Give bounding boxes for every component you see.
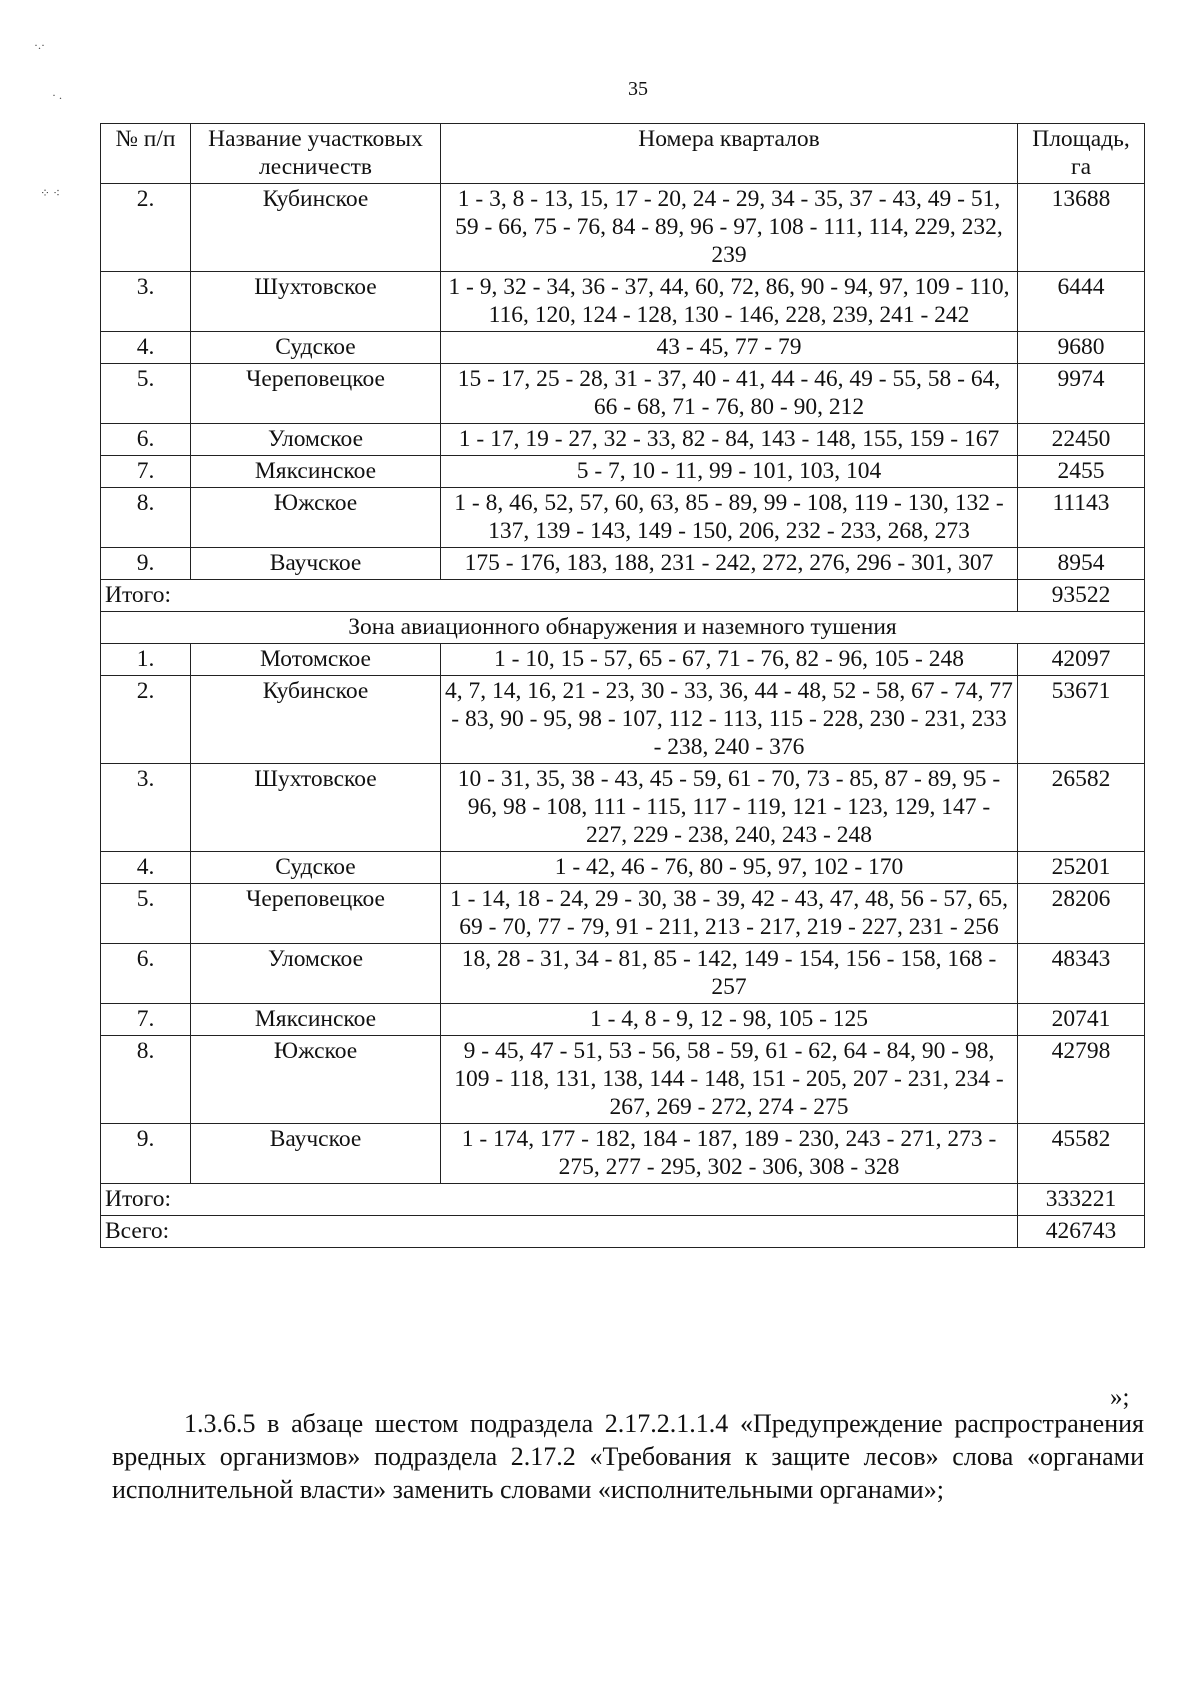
row-area: 20741 — [1018, 1004, 1145, 1036]
page-number: 35 — [628, 78, 648, 100]
scan-speck: · . — [52, 88, 62, 102]
row-forestry-name: Череповецкое — [191, 364, 441, 424]
table-row — [101, 332, 1145, 364]
header-area: Площадь, га — [1018, 124, 1145, 184]
row-quarters: 1 - 14, 18 - 24, 29 - 30, 38 - 39, 42 - 43, 47, 48, 56 - 57, 65, 69 - 70, 77 - 79, 91 - 211, 213 - 217, 219 - 227, 231 - 256 — [441, 884, 1018, 944]
row-quarters: 1 - 17, 19 - 27, 32 - 33, 82 - 84, 143 - 148, 155, 159 - 167 — [441, 424, 1018, 456]
closing-quote: »; — [1110, 1384, 1130, 1411]
row-quarters: 1 - 3, 8 - 13, 15, 17 - 20, 24 - 29, 34 - 35, 37 - 43, 49 - 51, 59 - 66, 75 - 76, 84 - 89, 96 - 97, 108 - 111, 114, 229, 232, 239 — [441, 184, 1018, 272]
table-row — [101, 1004, 1145, 1036]
row-forestry-name: Судское — [191, 332, 441, 364]
total-area: 333221 — [1018, 1184, 1145, 1216]
zone-title-row — [101, 612, 1145, 644]
table-row — [101, 884, 1145, 944]
table-row — [101, 944, 1145, 1004]
row-area: 53671 — [1018, 676, 1145, 764]
row-num: 7. — [101, 1004, 191, 1036]
header-quarters: Номера кварталов — [441, 124, 1018, 184]
row-num: 6. — [101, 424, 191, 456]
scan-speck: ⁘ ⁖ — [40, 186, 61, 200]
zone-title: Зона авиационного обнаружения и наземного тушения — [101, 612, 1145, 644]
row-quarters: 10 - 31, 35, 38 - 43, 45 - 59, 61 - 70, 73 - 85, 87 - 89, 95 - 96, 98 - 108, 111 - 115, 117 - 119, 121 - 123, 129, 147 - 227, 229 - 238, 240, 243 - 248 — [441, 764, 1018, 852]
row-quarters: 1 - 4, 8 - 9, 12 - 98, 105 - 125 — [441, 1004, 1018, 1036]
row-num: 9. — [101, 548, 191, 580]
row-quarters: 1 - 8, 46, 52, 57, 60, 63, 85 - 89, 99 - 108, 119 - 130, 132 - 137, 139 - 143, 149 - 150, 206, 232 - 233, 268, 273 — [441, 488, 1018, 548]
row-area: 13688 — [1018, 184, 1145, 272]
row-num: 3. — [101, 272, 191, 332]
row-forestry-name: Мотомское — [191, 644, 441, 676]
row-forestry-name: Судское — [191, 852, 441, 884]
row-area: 8954 — [1018, 548, 1145, 580]
row-quarters: 4, 7, 14, 16, 21 - 23, 30 - 33, 36, 44 - 48, 52 - 58, 67 - 74, 77 - 83, 90 - 95, 98 - 107, 112 - 113, 115 - 228, 230 - 231, 233 - 238, 240 - 376 — [441, 676, 1018, 764]
row-quarters: 1 - 174, 177 - 182, 184 - 187, 189 - 230, 243 - 271, 273 - 275, 277 - 295, 302 - 306, 308 - 328 — [441, 1124, 1018, 1184]
row-area: 9680 — [1018, 332, 1145, 364]
row-forestry-name: Шухтовское — [191, 272, 441, 332]
row-forestry-name: Уломское — [191, 944, 441, 1004]
row-num: 5. — [101, 884, 191, 944]
row-area: 2455 — [1018, 456, 1145, 488]
row-area: 25201 — [1018, 852, 1145, 884]
row-forestry-name: Уломское — [191, 424, 441, 456]
row-forestry-name: Южское — [191, 1036, 441, 1124]
row-num: 5. — [101, 364, 191, 424]
row-forestry-name: Южское — [191, 488, 441, 548]
total-label: Итого: — [101, 580, 1018, 612]
header-num: № п/п — [101, 124, 191, 184]
table-row — [101, 644, 1145, 676]
row-num: 7. — [101, 456, 191, 488]
row-quarters: 1 - 9, 32 - 34, 36 - 37, 44, 60, 72, 86, 90 - 94, 97, 109 - 110, 116, 120, 124 - 128, 130 - 146, 228, 239, 241 - 242 — [441, 272, 1018, 332]
row-quarters: 1 - 42, 46 - 76, 80 - 95, 97, 102 - 170 — [441, 852, 1018, 884]
table-row — [101, 424, 1145, 456]
row-area: 48343 — [1018, 944, 1145, 1004]
row-num: 4. — [101, 852, 191, 884]
amendment-paragraph: 1.3.6.5 в абзаце шестом подраздела 2.17.2.1.1.4 «Предупреждение распространения вредных организмов» подраздела 2.17.2 «Требования к защите лесов» слова «органами исполнительной власти» заменить словами «исполнительными органами»; — [112, 1409, 1144, 1504]
row-forestry-name: Мяксинское — [191, 1004, 441, 1036]
row-quarters: 15 - 17, 25 - 28, 31 - 37, 40 - 41, 44 - 46, 49 - 55, 58 - 64, 66 - 68, 71 - 76, 80 - 90, 212 — [441, 364, 1018, 424]
row-num: 1. — [101, 644, 191, 676]
table-row — [101, 364, 1145, 424]
row-quarters: 9 - 45, 47 - 51, 53 - 56, 58 - 59, 61 - 62, 64 - 84, 90 - 98, 109 - 118, 131, 138, 144 - 148, 151 - 205, 207 - 231, 234 - 267, 269 - 272, 274 - 275 — [441, 1036, 1018, 1124]
row-forestry-name: Шухтовское — [191, 764, 441, 852]
table-row — [101, 1036, 1145, 1124]
section1-total-row — [101, 580, 1145, 612]
row-num: 3. — [101, 764, 191, 852]
header-name: Название участковых лесничеств — [191, 124, 441, 184]
table-row — [101, 852, 1145, 884]
row-num: 8. — [101, 488, 191, 548]
row-forestry-name: Кубинское — [191, 184, 441, 272]
table-row — [101, 184, 1145, 272]
table-row — [101, 676, 1145, 764]
table-row — [101, 1124, 1145, 1184]
forestry-table — [100, 123, 1145, 1248]
table-body — [101, 184, 1145, 1248]
row-area: 26582 — [1018, 764, 1145, 852]
table-row — [101, 764, 1145, 852]
table-row — [101, 488, 1145, 548]
row-quarters: 18, 28 - 31, 34 - 81, 85 - 142, 149 - 154, 156 - 158, 168 - 257 — [441, 944, 1018, 1004]
table-row — [101, 548, 1145, 580]
table-row — [101, 272, 1145, 332]
row-area: 11143 — [1018, 488, 1145, 548]
row-area: 42798 — [1018, 1036, 1145, 1124]
row-forestry-name: Череповецкое — [191, 884, 441, 944]
row-area: 9974 — [1018, 364, 1145, 424]
scan-speck: ·.· — [34, 38, 45, 52]
total-label: Всего: — [101, 1216, 1018, 1248]
total-label: Итого: — [101, 1184, 1018, 1216]
row-area: 28206 — [1018, 884, 1145, 944]
row-quarters: 175 - 176, 183, 188, 231 - 242, 272, 276, 296 - 301, 307 — [441, 548, 1018, 580]
row-area: 22450 — [1018, 424, 1145, 456]
row-area: 45582 — [1018, 1124, 1145, 1184]
row-quarters: 43 - 45, 77 - 79 — [441, 332, 1018, 364]
row-forestry-name: Ваучское — [191, 1124, 441, 1184]
row-num: 9. — [101, 1124, 191, 1184]
row-area: 42097 — [1018, 644, 1145, 676]
row-num: 6. — [101, 944, 191, 1004]
row-quarters: 5 - 7, 10 - 11, 99 - 101, 103, 104 — [441, 456, 1018, 488]
section2-total-row — [101, 1184, 1145, 1216]
table-header-row — [101, 124, 1145, 184]
row-forestry-name: Ваучское — [191, 548, 441, 580]
grand-total-row — [101, 1216, 1145, 1248]
row-num: 2. — [101, 676, 191, 764]
row-forestry-name: Мяксинское — [191, 456, 441, 488]
table-row — [101, 456, 1145, 488]
row-quarters: 1 - 10, 15 - 57, 65 - 67, 71 - 76, 82 - 96, 105 - 248 — [441, 644, 1018, 676]
total-area: 93522 — [1018, 580, 1145, 612]
row-num: 8. — [101, 1036, 191, 1124]
total-area: 426743 — [1018, 1216, 1145, 1248]
row-num: 2. — [101, 184, 191, 272]
row-area: 6444 — [1018, 272, 1145, 332]
row-forestry-name: Кубинское — [191, 676, 441, 764]
row-num: 4. — [101, 332, 191, 364]
